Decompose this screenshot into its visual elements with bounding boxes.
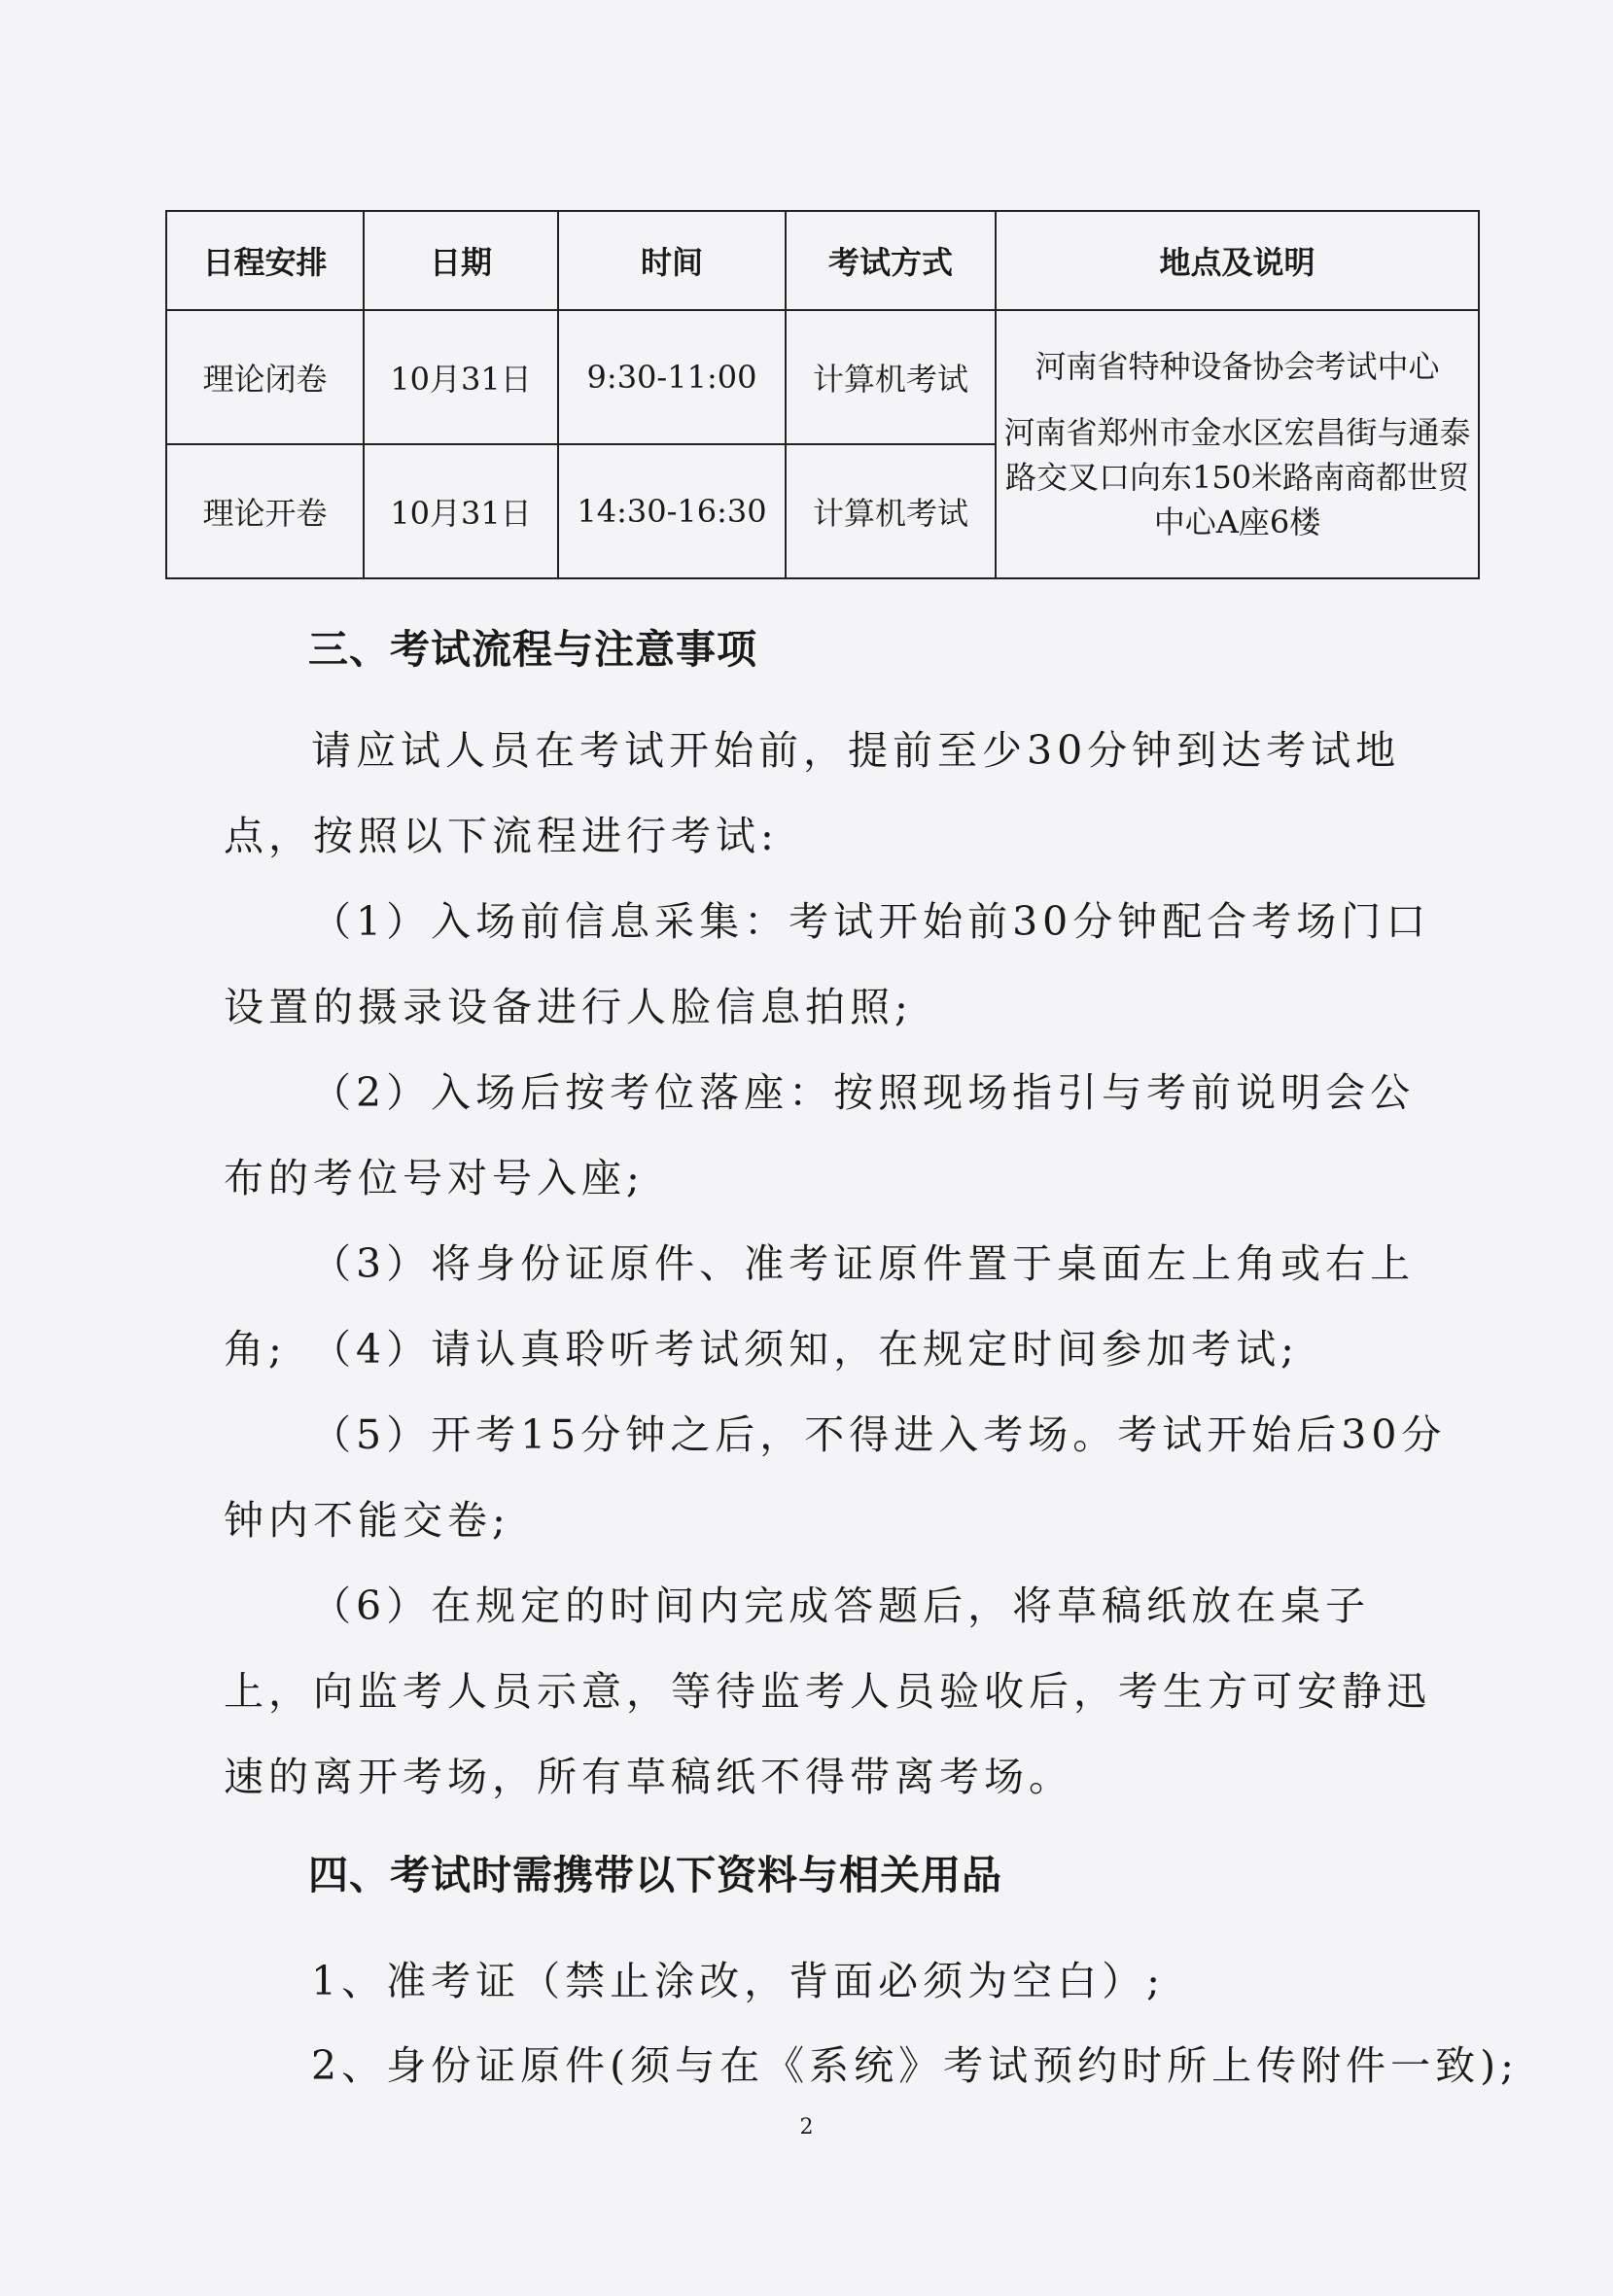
header-date: 日期 [364, 211, 558, 310]
cell-location [996, 310, 1479, 578]
header-time: 时间 [558, 211, 786, 310]
section3-item-5: （5）开考15分钟之后，不得进入考场。考试开始后30分钟内不能交卷; [224, 1411, 1447, 1544]
location-venue: 河南省特种设备协会考试中心 [1034, 348, 1440, 385]
section3-item-1: （1）入场前信息采集：考试开始前30分钟配合考场门口设置的摄录设备进行人脸信息拍照; [224, 898, 1431, 1030]
table-row [166, 310, 1479, 444]
cell-schedule: 理论开卷 [166, 444, 364, 578]
header-method: 考试方式 [786, 211, 996, 310]
section3-heading: 三、考试流程与注意事项 [308, 626, 757, 673]
location-address: 河南省郑州市金水区宏昌街与通泰路交叉口向东150米路南商都世贸中心A座6楼 [1003, 414, 1471, 540]
cell-time: 9:30-11:00 [558, 310, 786, 444]
cell-method: 计算机考试 [786, 310, 996, 444]
section3-item-4: （4）请认真聆听考试须知，在规定时间参加考试; [311, 1326, 1299, 1373]
section3-item-6: （6）在规定的时间内完成答题后，将草稿纸放在桌子上，向监考人员示意，等待监考人员验收后，考生方可安静迅速的离开考场，所有草稿纸不得带离考场。 [224, 1583, 1431, 1800]
cell-date: 10月31日 [364, 310, 558, 444]
section3-item-3: （3）将身份证原件、准考证原件置于桌面左上角或右上角; [224, 1240, 1416, 1373]
section3-item-2: （2）入场后按考位落座：按照现场指引与考前说明会公布的考位号对号入座; [224, 1069, 1416, 1201]
exam-schedule-table [165, 210, 1480, 579]
cell-method: 计算机考试 [786, 444, 996, 578]
page-number: 2 [799, 2115, 814, 2139]
section4-item-2: 2、身份证原件(须与在《系统》考试预约时所上传附件一致); [311, 2042, 1519, 2089]
section3-intro: 请应试人员在考试开始前，提前至少30分钟到达考试地点，按照以下流程进行考试: [224, 727, 1401, 859]
section4-item-1: 1、准考证（禁止涂改，背面必须为空白）; [311, 1958, 1165, 2004]
cell-date: 10月31日 [364, 444, 558, 578]
cell-time: 14:30-16:30 [558, 444, 786, 578]
header-schedule: 日程安排 [166, 211, 364, 310]
section4-heading: 四、考试时需携带以下资料与相关用品 [308, 1852, 1002, 1898]
cell-schedule: 理论闭卷 [166, 310, 364, 444]
table-header-row [166, 211, 1479, 310]
header-location: 地点及说明 [996, 211, 1479, 310]
